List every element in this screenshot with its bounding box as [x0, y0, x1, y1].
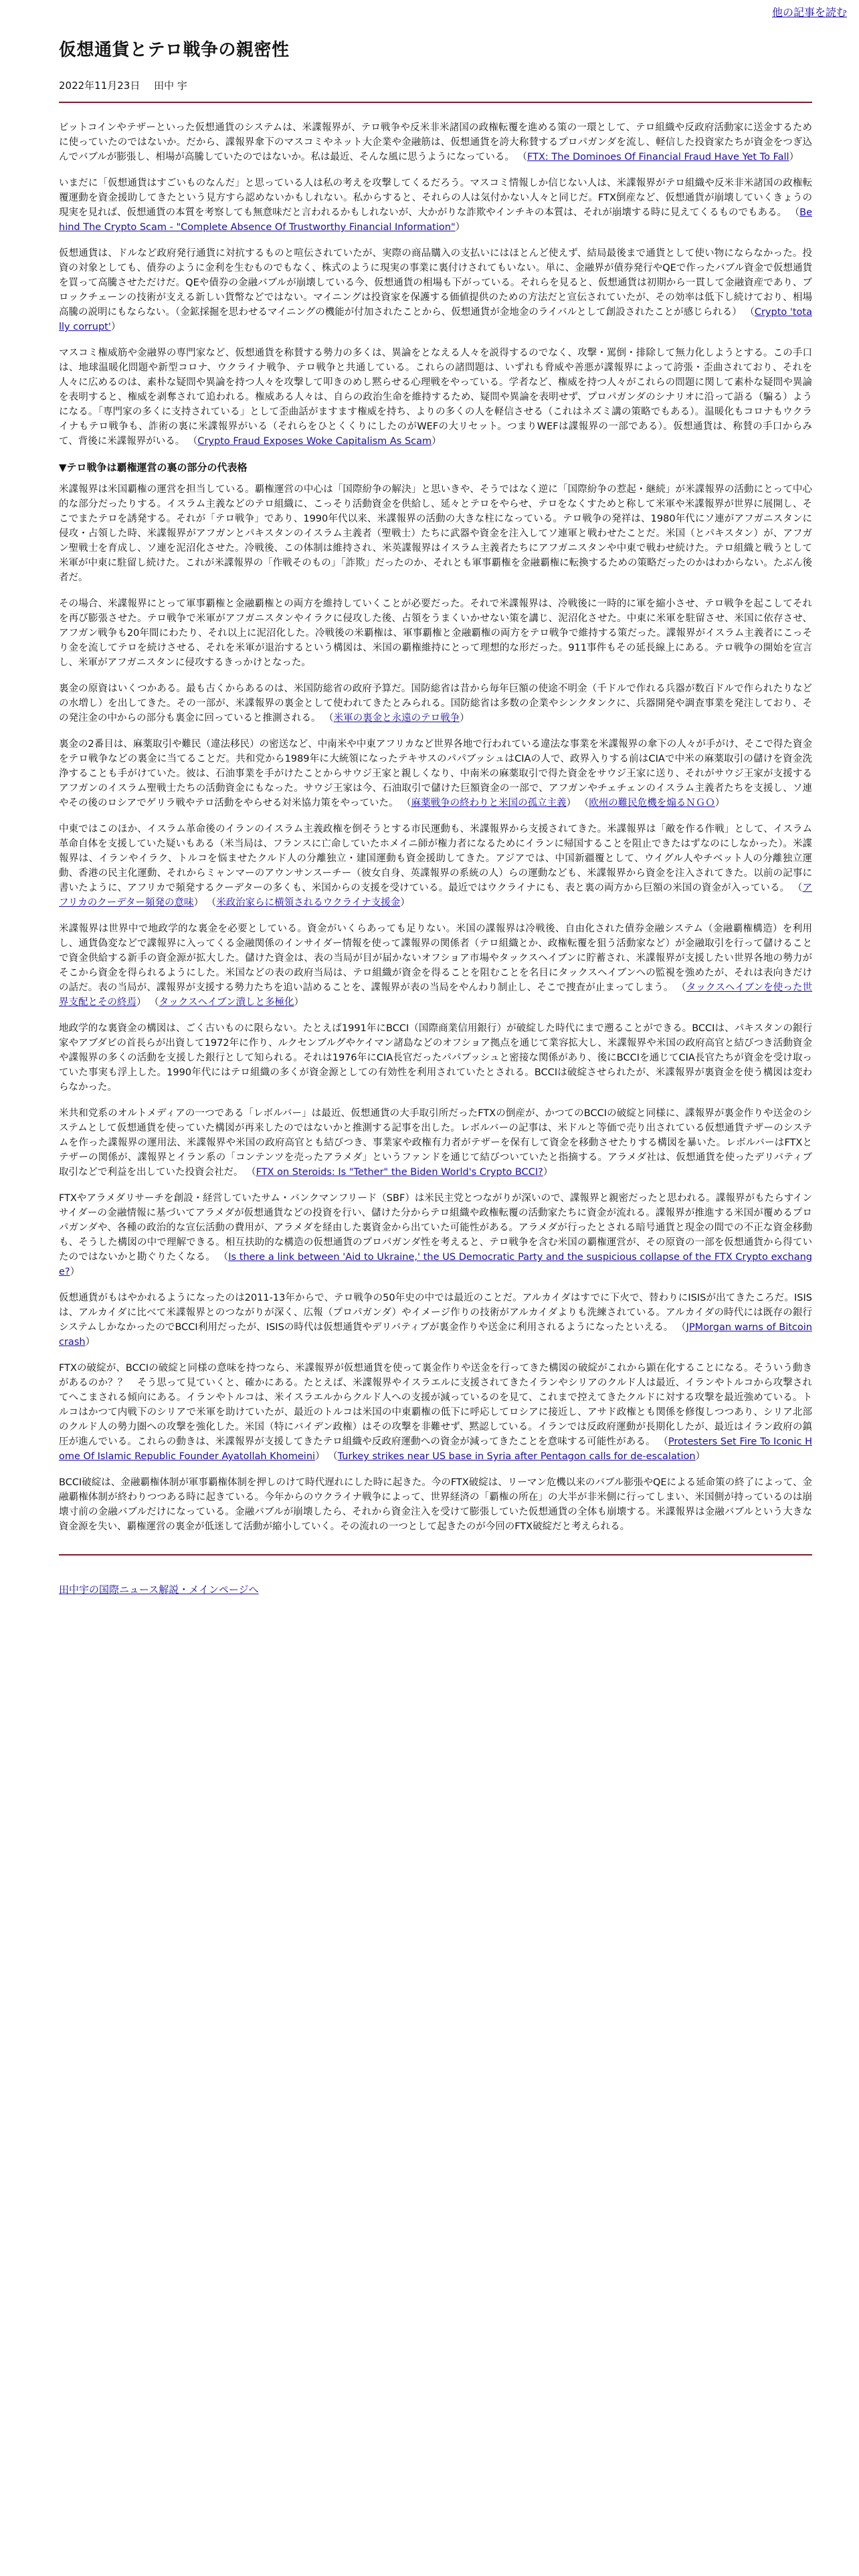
article-meta: [59, 78, 812, 92]
article-paragraph: 仮想通貨がもはやかれるようになったのは2011-13年からで、テロ戦争の50年史の中では最近のことだ。アルカイダはすでに下火で、替わりにISISが出てきたころだ。ISISは、アルカイダに比べて米諜報界とのつながりが深く、広報（プロパガンダ）やイメージ作りの技術がアルカイダよりも洗練されている。アルカイダの時代には既存の銀行システムしかなかったのでBCCI利用だったが、ISISの時代は仮想通貨やデリバティブが裏金作りや送金に利用されるようになったといえる。 （JPMorgan warns of Bitcoin crash）: [59, 1293, 812, 1348]
paragraph-text: その場合、米諜報界にとって軍事覇権と金融覇権との両方を維持していくことが必要だった。それで米諜報界は、冷戦後に一時的に軍を縮小させ、テロ戦争を起こしてそれを再び膨張させた。テロ戦争で米軍がアフガニスタンやイラクに侵攻した後、占領をうまくいかせない策を講じ、泥沼化させた。中東に米軍を駐留させ、米国に依存させ、アフガン戦争も20年間にわたり、それ以上に泥沼化した。冷戦後の米覇権は、軍事覇権と金融覇権の両方をテロ戦争で維持する策だった。諜報界がイスラム主義者にこっそり金を流してテロを続けさせる、それを米軍が退治するという構図は、米国の覇権維持にとって理想的な形だった。911事件もその延長線上にある。テロ戦争の開始を宣言し、米軍がアフガニスタンに侵攻するきっかけとなった。: [59, 599, 812, 668]
paragraph-text: ビットコインやテザーといった仮想通貨のシステムは、米諜報界が、テロ戦争や反米非米諸国の政権転覆を進める策の一環として、テロ組織や反政府活動家に送金するために使っていたのではないか。だから、諜報界傘下のマスコミやネット大企業や金融筋は、仮想通貨を誇大称賛するプロパガンダを流し、軽信した投資家たちが資金をつぎ込んでバブルが膨張し、相場が高騰していたのではないか。私は最近、そんな風に思うようになっている。: [59, 122, 812, 163]
article-paragraph: [59, 1475, 812, 1534]
reference-link[interactable]: タックスヘイブン潰しと多極化: [159, 997, 294, 1008]
top-nav: [772, 4, 847, 19]
article-date: 2022年11月23日: [59, 80, 140, 92]
paragraph-text: 米共和党系のオルトメディアの一つである「レボルバー」は最近、仮想通貨の大手取引所だったFTXの倒産が、かつてのBCCIの破綻と同様に、諜報界が裏金作りや送金のシステムとして仮想通貨を使っていた構図が再来したのではないかと推測する記事を出した。レボルバーの記事は、米ドルと等価で売り出されている仮想通貨テザーのシステムを作った諜報界の運用法、米諜報界や米国の政府高官とも結びつき、事業家や政権有力者がテザーを保有して資金を移動させたりする構図を暴いた。レボルバーはFTXとテザーの関係が、諜報界とイラン系の「コンテンツを売ったアラメダ」というファンドを通じて結びついていたと指摘する。アラメダ社は、仮想通貨を使ったデリバティブ取引などで利益を出していた投資会社だ。: [59, 1108, 812, 1178]
reference-link[interactable]: Behind The Crypto Scam - "Complete Absence Of Trustworthy Financial Information": [59, 207, 812, 233]
paragraph-text: 仮想通貨がもはやかれるようになったのは2011-13年からで、テロ戦争の50年史の中では最近のことだ。アルカイダはすでに下火で、替わりにISISが出てきたころだ。ISISは、アルカイダに比べて米諜報界とのつながりが深く、広報（プロパガンダ）やイメージ作りの技術がアルカイダよりも洗練されている。アルカイダの時代には既存の銀行システムしかなかったのでBCCI利用だったが、ISISの時代は仮想通貨やデリバティブが裏金作りや送金に利用されるようになったといえる。: [59, 1293, 812, 1333]
paragraph-text: FTXやアラメダリサーチを創設・経営していたサム・バンクマンフリード（SBF）は米民主党とつながりが深いので、諜報界と親密だったと思われる。諜報界がもたらすインサイダーの金融情報に基づいてアラメダが仮想通貨などの投資を行い、儲けた分からテロ組織や政権転覆の活動家たちに資金が流れる。諜報界が推進する米国が覆めるプロパガンダや、各種の政治的な宣伝活動の費用が、アラメダを経由した裏資金から出ていた可能性がある。アラメダが行ったとされる暗号通貨と現金の間での不正な資金移動も、そうした構図の中で理解できる。相互扶助的な構造の仮想通貨のプロパガンダ性を考えると、テロ戦争を含む米国の覇権運営が、その原資の一部を仮想通貨から得ていたのではないかと勘ぐりたくなる。: [59, 1193, 812, 1263]
section-paragraphs: [59, 482, 812, 1534]
paragraph-text: マスコミ権威筋や金融界の専門家など、仮想通貨を称賛する勢力の多くは、異論をとなえる人々を説得するのでなく、攻撃・罵倒・排除して無力化しようとする。この手口は、地球温暖化問題や新型コロナ、ウクライナ戦争、テロ戦争と共通している。これらの諸問題は、いずれも脅威や善悪が諜報界によって誇張・歪曲されており、それを人々に広めるのは、素朴な疑問や異論を持つ人々を攻撃して叩きのめし黙らせる心理戦をやっている。学者など、権威を持つ人々がこれらの問題に関して素朴な疑問や異論を表明すると、権威を剥奪されて追われる。権威ある人々は、自らの政治生命を維持するため、疑問や異論を表明せず、プロパガンダのシナリオに沿って語る（騙る）ようになる。「専門家の多くに支持されている」として歪曲話がますます権威を持ち、よりの多くの人を軽信させる（これはネズミ講の策略でもある）。温暖化もコロナもウクライナもテロ戦争も、詐術の裏に米諜報界がいる（それらをひとくくりにしたのがWEFの大リセット。つまりWEFは諜報界の一部である）。仮想通貨は、称賛の手口からみて、背後に米諜報界がいる。: [59, 348, 812, 447]
reference-link[interactable]: 麻薬戦争の終わりと米国の孤立主義: [411, 798, 567, 809]
paragraph-text: いまだに「仮想通貨はすごいものなんだ」と思っている人は私の考えを攻撃してくるだろう。マスコミ情報しか信じない人は、米諜報界がテロ組織や反米非米諸国の政権転覆運動を資金援助してきたという見方すら認めないかもしれない。私からすると、それらの人は気付かない人々と同じだ。FTX倒産など、仮想通貨が崩壊していくきょうの現実を見れば、仮想通貨の本質を考察しても無意味だと言われるかもしれないが、大かがりな詐欺やインチキの本質は、それが崩壊する時に見えてくるものでもある。: [59, 178, 812, 218]
article-paragraph: いまだに「仮想通貨はすごいものなんだ」と思っている人は私の考えを攻撃してくるだろう。マスコミ情報しか信じない人は、米諜報界がテロ組織や反米非米諸国の政権転覆運動を資金援助してきたという見方すら認めないかもしれない。私からすると、それらの人は気付かない人々と同じだ。FTX倒産など、仮想通貨が崩壊していくきょうの現実を見れば、仮想通貨の本質を考察しても無意味だと言われるかもしれないが、大かがりな詐欺やインチキの本質は、それが崩壊する時に見えてくるものでもある。 （Behind The Crypto Scam - "Complete Absence Of Trustworthy Financial Information"）: [59, 178, 812, 233]
reference-link[interactable]: 米軍の裏金と永遠のテロ戦争: [333, 713, 460, 724]
article-title: 仮想通貨とテロ戦争の親密性: [59, 40, 290, 60]
reference-link[interactable]: 欧州の難民危機を煽るＮＧＯ: [589, 798, 715, 809]
paragraph-text: 中東ではこのほか、イスラム革命後のイランのイスラム主義政権を倒そうとする市民運動も、米諜報界から支援されてきた。米諜報界は「敵を作る作戦」として、イスラム革命自体を支援していた疑いもある（米当局は、フランスに亡命していたホメイニ師が権力者になるためにイランに帰国することを阻止できたはずなのにしなかった）。米諜報界は、イランやイラク、トルコを悩ませたクルド人の分離独立・建国運動も資金援助してきた。アジアでは、中国新疆覆として、ウイグル人やチベット人の分離独立運動、香港の民主化運動、それからミャンマーのアウンサンスーチー（彼女自身、英諜報界の系統の人）らの運動なども、米諜報界から資金を注入されてきた。以前の記事に書いたように、アフリカで頻発するクーデターの多くも、米国からの支援を受けている。最近ではウクライナにも、表と裏の両方から巨額の米国の資金が入っている。: [59, 824, 812, 893]
paragraph-text: 仮想通貨は、ドルなど政府発行通貨に対抗するものと喧伝されていたが、実際の商品購入の支払いにはほとんど使えず、結局最後まで通貨として使い物にならなかった。投資の対象としても、債券のように金利を生むものでもなく、株式のように現実の事業に裏付けされてもいない。単に、金融界が債券発行やQEで作ったバブル資金で仮想通貨を買って高騰させただけだ。QEや債券の金融バブルが崩壊している今、仮想通貨の相場も下がっている。それらを見ると、仮想通貨は初期から一貫して金融資産であり、ブロックチェーンの技術が支える新しい貨幣などではない。マイニングは投資家を保護する価値提供のための方法だと宣伝されていたが、その効率は低下し続けており、相場高騰の説明にもならない。（金鉱採掘を思わせるマイニングの機能が付加されたことから、仮想通貨が金地金のライバルとして創設されたことが感じられる）: [59, 248, 812, 318]
article-paragraph: [59, 597, 812, 670]
footer: [59, 1582, 812, 1596]
paragraph-text: 裏金の原資はいくつかある。最も古くからあるのは、米国防総省の政府予算だ。国防総省は昔から毎年巨額の使途不明金（千ドルで作れる兵器が数百ドルで作られたりなどの水増し）を出してきた。その一部が、米諜報界の裏金として使われてきたとみられる。国防総省は多数の企業やシンクタンクに、兵器開発や調査事業を発注しており、その発注金の中からの部分も裏金に回っていると推測される。: [59, 683, 812, 724]
reference-link[interactable]: Crypto Fraud Exposes Woke Capitalism As Scam: [197, 436, 432, 447]
paragraph-text: FTXの破綻が、BCCIの破綻と同様の意味を持つなら、米諜報界が仮想通貨を使って裏金作りや送金を行ってきた構図の破綻がこれから顕在化することになる。そういう動きがあるのか？？ そう思って見ていくと、確かにある。たとえば、米諜報界やイスラエルに支援されてきたイランやシリアのクルド人は最近、イランやトルコから攻撃されてへこまされる傾向にある。イランやトルコは、米イスラエルからクルド人への支援が減っているのを見て、これまで控えてきたクルドに対する攻撃を最近強めている。トルコはかつて内戦下のシリアで米軍を助けていたが、最近のトルコは米国の中東覇権の低下に呼応してロシアに接近し、アサド政権とも関係を修復しつつあり、シリア北部のクルド人の勢力圏への攻撃を強化した。米国（特にバイデン政権）はその攻撃を非難せず、黙認している。イランでは反政府運動が長期化したが、最近はイラン政府の鎮圧が進んでいる。これらの動きは、米諜報界が支援してきたテロ組織や反政府運動への資金が減ってきたことを意味する可能性がある。: [59, 1363, 812, 1447]
article-paragraph: 裏金の2番目は、麻薬取引や難民（違法移民）の密送など、中南米や中東アフリカなど世界各地で行われている違法な事業を米諜報界の傘下の人々が手がけ、そこで得た資金をテロ戦争などの裏金に当てることだ。共和党から1989年に大統領になったテキサスのパパブッシュはCIAの人で、政界入りする前はCIAで中米の麻薬取引の儲けを資金洗浄することも手がけていた。彼は、石油事業を手がけたことからサウジ王家と親しくなり、中南米の麻薬取引で得た資金をサウジ王家に送り、それがサウジ王家が支援するアフガンのイスラム聖戦士たちの活動資金にもなった。サウジ王家は今、石油取引で儲けた巨額資金の一部で、アフガンやチェチェンのイスラム主義者たちを支援し、ソ連やその後のロシアでゲリラ戦やテロ活動をやらせる対米協力策をやっていた。 （麻薬戦争の終わりと米国の孤立主義） （欧州の難民危機を煽るＮＧＯ）: [59, 739, 812, 809]
paragraph-text: 米諜報界は米国覇権の運営を担当している。覇権運営の中心は「国際紛争の解決」と思いきや、そうではなく逆に「国際紛争の惹起・継続」が米諜報界の活動にとって中心的な部分だったりする。イスラム主義などのテロ組織に、こっそり活動資金を供給し、延々とテロをやらせ、テロをなくすためと称して米軍や米諜報界が世界に展開し、そこでまたテロを誘発する。それが「テロ戦争」であり、1990年代以来、米諜報界の活動の大きな柱になっている。テロ戦争の発祥は、1980年代にソ連がアフガニスタンに侵攻・占領した時、米諜報界がアフガンとパキスタンのイスラム主義者（聖戦士）たちに武器や資金を注入してソ連軍と戦わせたことだ。米国（とパキスタン）が、アフガン聖戦士を育成し、ソ連を泥沼化させた。冷戦後、この体制は維持され、米英諜報界はイスラム主義者たちにアフガニスタンや中東で戦わせ続けた。テロ組織と戦うとして米軍が中東に駐留し続けた。これが米諜報界の「作戦そのもの」「詐欺」だったのか、それとも軍事覇権を金融覇権に転換するための策略だったのかはわからない。たぶん後者だ。: [59, 484, 812, 583]
article-paragraph: 裏金の原資はいくつかある。最も古くからあるのは、米国防総省の政府予算だ。国防総省は昔から毎年巨額の使途不明金（千ドルで作れる兵器が数百ドルで作られたりなどの水増し）を出してきた。その一部が、米諜報界の裏金として使われてきたとみられる。国防総省は多数の企業やシンクタンクに、兵器開発や調査事業を発注しており、その発注金の中からの部分も裏金に回っていると推測される。 （米軍の裏金と永遠のテロ戦争）: [59, 683, 812, 724]
paragraph-text: 米諜報界は世界中で地政学的な裏金を必要としている。資金がいくらあっても足りない。米国の諜報界は冷戦後、自由化された債券金融システム（金融覇権構造）を利用し、通貨偽変などで諜報界に入ってくる金融関係のインサイダー情報を使って諜報界の関係者（テロ組織とか、政権転覆を狙う活動家など）が金融取引を行って儲けることで資金供給する新手の資金源が拡大した。儲けた資金は、表の当局が目が届かないオフショア市場やタックスヘイブンに貯蓄され、米諜報界が支援したい世界各地の勢力がそこから資金を得られるようにした。米国などの表の政府当局は、テロ組織が資金を得ることを阻むことを名目にタックスヘイブンへの監視を強めたが、それは表向きだけの話だ。表の当局が、諜報界が支援する勢力たちを追い詰めることを、諜報界が表の当局をやんわり制止し、そこで捜査が止まってしまう。: [59, 924, 812, 993]
other-articles-link[interactable]: 他の記事を読む: [771, 6, 847, 19]
article-paragraph: [59, 1021, 812, 1095]
section-heading: ▼テロ戦争は覇権運営の裏の部分の代表格: [59, 461, 248, 473]
reference-link[interactable]: アフリカのクーデター頻発の意味: [59, 883, 813, 908]
intro-paragraphs: [59, 120, 812, 449]
article-paragraph: 米諜報界は世界中で地政学的な裏金を必要としている。資金がいくらあっても足りない。米国の諜報界は冷戦後、自由化された債券金融システム（金融覇権構造）を利用し、通貨偽変などで諜報界に入ってくる金融関係のインサイダー情報を使って諜報界の関係者（テロ組織とか、政権転覆を狙う活動家など）が金融取引を行って儲けることで資金供給する新手の資金源が拡大した。儲けた資金は、表の当局が目が届かないオフショア市場やタックスヘイブンに貯蓄され、米諜報界が支援したい世界各地の勢力がそこから資金を得られるようにした。米国などの表の政府当局は、テロ組織が資金を得ることを阻むことを名目にタックスヘイブンへの監視を強めたが、それは表向きだけの話だ。表の当局が、諜報界が支援する勢力たちを追い詰めることを、諜報界が表の当局をやんわり制止し、そこで捜査が止まってしまう。 （タックスヘイブンを使った世界支配とその終焉） （タックスヘイブン潰しと多極化）: [59, 924, 813, 1008]
reference-link[interactable]: 米政治家らに横領されるウクライナ支援金: [216, 897, 401, 908]
title-divider: [59, 102, 812, 103]
article-paragraph: FTXの破綻が、BCCIの破綻と同様の意味を持つなら、米諜報界が仮想通貨を使って裏金作りや送金を行ってきた構図の破綻がこれから顕在化することになる。そういう動きがあるのか？？ そう思って見ていくと、確かにある。たとえば、米諜報界やイスラエルに支援されてきたイランやシリアのクルド人は最近、イランやトルコから攻撃されてへこまされる傾向にある。イランやトルコは、米イスラエルからクルド人への支援が減っているのを見て、これまで控えてきたクルドに対する攻撃を最近強めている。トルコはかつて内戦下のシリアで米軍を助けていたが、最近のトルコは米国の中東覇権の低下に呼応してロシアに接近し、アサド政権とも関係を修復しつつあり、シリア北部のクルド人の勢力圏への攻撃を強化した。米国（特にバイデン政権）はその攻撃を非難せず、黙認している。イランでは反政府運動が長期化したが、最近はイラン政府の鎮圧が進んでいる。これらの動きは、米諜報界が支援してきたテロ組織や反政府運動への資金が減ってきたことを意味する可能性がある。 （Protesters Set Fire To Iconic Home Of Islamic Republic Founder Ayatollah Khomeini） （Turkey strikes near US base in Syria after Pentagon calls for de-escalation）: [59, 1363, 813, 1462]
article-author: 田中 宇: [154, 80, 187, 92]
article-paragraph: ビットコインやテザーといった仮想通貨のシステムは、米諜報界が、テロ戦争や反米非米諸国の政権転覆を進める策の一環として、テロ組織や反政府活動家に送金するために使っていたのではないか。だから、諜報界傘下のマスコミやネット大企業や金融筋は、仮想通貨を誇大称賛するプロパガンダを流し、軽信した投資家たちが資金をつぎ込んでバブルが膨張し、相場が高騰していたのではないか。私は最近、そんな風に思うようになっている。 （FTX: The Dominoes Of Financial Fraud Have Yet To Fall）: [59, 122, 812, 163]
paragraph-text: 裏金の2番目は、麻薬取引や難民（違法移民）の密送など、中南米や中東アフリカなど世界各地で行われている違法な事業を米諜報界の傘下の人々が手がけ、そこで得た資金をテロ戦争などの裏金に当てることだ。共和党から1989年に大統領になったテキサスのパパブッシュはCIAの人で、政界入りする前はCIAで中米の麻薬取引の儲けを資金洗浄することも手がけていた。彼は、石油事業を手がけたことからサウジ王家と親しくなり、中南米の麻薬取引で得た資金をサウジ王家に送り、それがサウジ王家が支援するアフガンのイスラム聖戦士たちの活動資金にもなった。サウジ王家は今、石油取引で儲けた巨額資金の一部で、アフガンやチェチェンのイスラム主義者たちを支援し、ソ連やその後のロシアでゲリラ戦やテロ活動をやらせる対米協力策をやっていた。: [59, 739, 812, 809]
article-paragraph: マスコミ権威筋や金融界の専門家など、仮想通貨を称賛する勢力の多くは、異論をとなえる人々を説得するのでなく、攻撃・罵倒・排除して無力化しようとする。この手口は、地球温暖化問題や新型コロナ、ウクライナ戦争、テロ戦争と共通している。これらの諸問題は、いずれも脅威や善悪が諜報界によって誇張・歪曲されており、それを人々に広めるのは、素朴な疑問や異論を持つ人々を攻撃して叩きのめし黙らせる心理戦をやっている。学者など、権威を持つ人々がこれらの問題に関して素朴な疑問や異論を表明すると、権威を剥奪されて追われる。権威ある人々は、自らの政治生命を維持するため、疑問や異論を表明せず、プロパガンダのシナリオに沿って語る（騙る）ようになる。「専門家の多くに支持されている」として歪曲話がますます権威を持ち、よりの多くの人を軽信させる（これはネズミ講の策略でもある）。温暖化もコロナもウクライナもテロ戦争も、詐術の裏に米諜報界がいる（それらをひとくくりにしたのがWEFの大リセット。つまりWEFは諜報界の一部である）。仮想通貨は、称賛の手口からみて、背後に米諜報界がいる。 （Crypto Fraud Exposes Woke Capitalism As Scam）: [59, 348, 812, 447]
main-page-link[interactable]: 田中宇の国際ニュース解説・メインページへ: [59, 1584, 259, 1596]
article-paragraph: 仮想通貨は、ドルなど政府発行通貨に対抗するものと喧伝されていたが、実際の商品購入の支払いにはほとんど使えず、結局最後まで通貨として使い物にならなかった。投資の対象としても、債券のように金利を生むものでもなく、株式のように現実の事業に裏付けされてもいない。単に、金融界が債券発行やQEで作ったバブル資金で仮想通貨を買って高騰させただけだ。QEや債券の金融バブルが崩壊している今、仮想通貨の相場も下がっている。それらを見ると、仮想通貨は初期から一貫して金融資産であり、ブロックチェーンの技術が支える新しい貨幣などではない。マイニングは投資家を保護する価値提供のための方法だと宣伝されていたが、その効率は低下し続けており、相場高騰の説明にもならない。（金鉱採掘を思わせるマイニングの機能が付加されたことから、仮想通貨が金地金のライバルとして創設されたことが感じられる） （Crypto 'totally corrupt'）: [59, 248, 812, 332]
article-paragraph: [59, 482, 812, 585]
article-paragraph: FTXやアラメダリサーチを創設・経営していたサム・バンクマンフリード（SBF）は米民主党とつながりが深いので、諜報界と親密だったと思われる。諜報界がもたらすインサイダーの金融情報に基づいてアラメダが仮想通貨などの投資を行い、儲けた分からテロ組織や政権転覆の活動家たちに資金が流れる。諜報界が推進する米国が覆めるプロパガンダや、各種の政治的な宣伝活動の費用が、アラメダを経由した裏資金から出ていた可能性がある。アラメダが行ったとされる暗号通貨と現金の間での不正な資金移動も、そうした構図の中で理解できる。相互扶助的な構造の仮想通貨のプロパガンダ性を考えると、テロ戦争を含む米国の覇権運営が、その原資の一部を仮想通貨から得ていたのではないかと勘ぐりたくなる。 （Is there a link between 'Aid to Ukraine,' the US Democratic Party and the suspicious collapse of the FTX Crypto exchange?）: [59, 1193, 813, 1277]
article-paragraph: 米共和党系のオルトメディアの一つである「レボルバー」は最近、仮想通貨の大手取引所だったFTXの倒産が、かつてのBCCIの破綻と同様に、諜報界が裏金作りや送金のシステムとして仮想通貨を使っていた構図が再来したのではないかと推測する記事を出した。レボルバーの記事は、米ドルと等価で売り出されている仮想通貨テザーのシステムを作った諜報界の運用法、米諜報界や米国の政府高官とも結びつき、事業家や政権有力者がテザーを保有して資金を移動させたりする構図を暴いた。レボルバーはFTXとテザーの関係が、諜報界とイラン系の「コンテンツを売ったアラメダ」というファンドを通じて結びついていたと指摘する。アラメダ社は、仮想通貨を使ったデリバティブ取引などで利益を出していた投資会社だ。 （FTX on Steroids: Is "Tether" the Biden World's Crypto BCCI?）: [59, 1108, 812, 1178]
article-paragraph: 中東ではこのほか、イスラム革命後のイランのイスラム主義政権を倒そうとする市民運動も、米諜報界から支援されてきた。米諜報界は「敵を作る作戦」として、イスラム革命自体を支援していた疑いもある（米当局は、フランスに亡命していたホメイニ師が権力者になるためにイランに帰国することを阻止できたはずなのにしなかった）。米諜報界は、イランやイラク、トルコを悩ませたクルド人の分離独立・建国運動も資金援助してきた。アジアでは、中国新疆覆として、ウイグル人やチベット人の分離独立運動、香港の民主化運動、それからミャンマーのアウンサンスーチー（彼女自身、英諜報界の系統の人）らの運動なども、米諜報界から資金を注入されてきた。以前の記事に書いたように、アフリカで頻発するクーデターの多くも、米国からの支援を受けている。最近ではウクライナにも、表と裏の両方から巨額の米国の資金が入っている。 （アフリカのクーデター頻発の意味） （米政治家らに横領されるウクライナ支援金）: [59, 824, 813, 908]
reference-link[interactable]: タックスヘイブンを使った世界支配とその終焉: [59, 982, 813, 1008]
paragraph-text: BCCI破綻は、金融覇権体制が軍事覇権体制を押しのけて時代遅れにした時に起きた。今のFTX破綻は、リーマン危機以来のバブル膨張やQEによる延命策の終了によって、金融覇権体制が終わりつつある時に起きている。今年からのウクライナ戦争によって、世界経済の「覇権の所在」の大半が非米側に行ってしまい、米国側が持っているのは崩壊寸前の金融バブルだけになっている。金融バブルが崩壊したら、それから資金注入を受けて膨張していた仮想通貨の全体も崩壊する。米諜報界は金融バブルという大きな資金源を失い、覇権運営の裏金が低迷して活動が縮小していく。その流れの一つとして起きたのが今回のFTX破綻だと考えられる。: [59, 1477, 812, 1532]
footer-divider: [59, 1554, 812, 1555]
reference-link[interactable]: FTX: The Dominoes Of Financial Fraud Have Yet To Fall: [527, 152, 789, 163]
reference-link[interactable]: Protesters Set Fire To Iconic Home Of Islamic Republic Founder Ayatollah Khomeini: [59, 1436, 813, 1462]
article-container: [59, 36, 812, 1596]
reference-link[interactable]: Turkey strikes near US base in Syria after Pentagon calls for de-escalation: [337, 1451, 696, 1462]
reference-link[interactable]: FTX on Steroids: Is "Tether" the Biden World's Crypto BCCI?: [256, 1167, 543, 1178]
reference-link[interactable]: Crypto 'totally corrupt': [59, 307, 812, 332]
reference-link[interactable]: Is there a link between 'Aid to Ukraine,' the US Democratic Party and the suspicious collapse of the FTX Crypto exchange?: [59, 1252, 813, 1277]
paragraph-text: 地政学的な裏資金の構図は、ごく古いものに限らない。たとえば1991年にBCCI（国際商業信用銀行）が破綻した時代にまで遡ることができる。BCCIは、パキスタンの銀行家やアブダビの首長らが出資して1972年に作り、ルクセンブルグやケイマン諸島などのオフショア拠点を通じて業容拡大し、米諜報界や米国の政府高官と結びつき活動資金や諜報界の多くの活動を支援した銀行として知られる。それは1976年にCIA長官だったパパブッシュと密接な関係があり、後にBCCIを通じてCIA長官たちが資金を受け取っていた事実も浮上した。1990年代にはテロ組織の多くが資金源としての有効性を利用されていたとされる。BCCIは破綻させられたが、米諜報界が裏資金を使う構図は変わらなかった。: [59, 1023, 812, 1093]
reference-link[interactable]: JPMorgan warns of Bitcoin crash: [59, 1322, 812, 1348]
